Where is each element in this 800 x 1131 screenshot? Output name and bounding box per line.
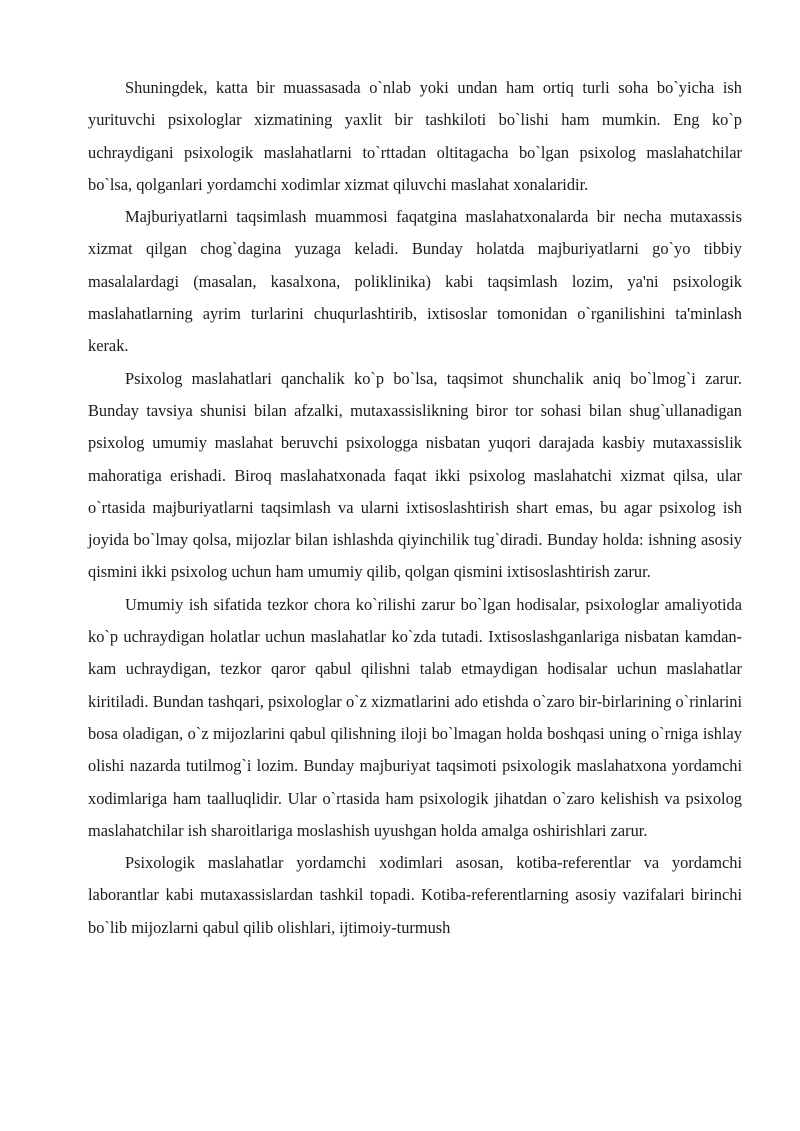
paragraph: Psixologik maslahatlar yordamchi xodimlari asosan, kotiba-referentlar va yordamchi laborantlar kabi mutaxassislardan tashkil topadi. Kotiba-referentlarning asosiy vazifalari birinchi bo`lib mijozlarni qabul qilib olishlari, ijtimoiy-turmush — [88, 853, 742, 937]
paragraph: Psixolog maslahatlari qanchalik ko`p bo`lsa, taqsimot shunchalik aniq bo`lmog`i zarur. Bunday tavsiya shunisi bilan afzalki, mutaxassislikning biror tor sohasi bilan shug`ullanadigan psixolog umumiy maslahat beruvchi psixologga nisbatan yuqori darajada kasbiy mutaxassislik mahoratiga erishadi. Biroq maslahatxonada faqat ikki psixolog maslahatchi xizmat qilsa, ular o`rtasida majburiyatlarni taqsimlash va ularni ixtisoslashtirish shart emas, bu agar psixolog ish joyida bo`lmay qolsa, mijozlar bilan ishlashda qiyinchilik tug`diradi. Bunday holda: ishning asosiy qismini ikki psixolog uchun ham umumiy qilib, qolgan qismini ixtisoslashtirish zarur. — [88, 368, 742, 582]
document-page — [88, 72, 742, 944]
paragraph: Majburiyatlarni taqsimlash muammosi faqatgina maslahatxonalarda bir necha mutaxassis xizmat qilgan chog`dagina yuzaga keladi. Bunday holatda majburiyatlarni go`yo tibbiy masalalardagi (masalan, kasalxona, poliklinika) kabi taqsimlash lozim, ya'ni psixologik maslahatlarning ayrim turlarini chuqurlashtirib, ixtisoslar tomonidan o`rganilishini ta'minlash kerak. — [88, 207, 742, 356]
paragraph: Umumiy ish sifatida tezkor chora ko`rilishi zarur bo`lgan hodisalar, psixologlar amaliyotida ko`p uchraydigan holatlar uchun maslahatlar ko`zda tutadi. Ixtisoslashganlariga nisbatan kamdan-kam uchraydigan, tezkor qaror qabul qilishni talab etmaydigan hodisalar uchun maslahatlar kiritiladi. Bundan tashqari, psixologlar o`z xizmatlarini ado etishda o`zaro bir-birlarining o`rinlarini bosa oladigan, o`z mijozlarini qabul qilishning iloji bo`lmagan holda boshqasi uning o`rniga ishlay olishi nazarda tutilmog`i lozim. Bunday majburiyat taqsimoti psixologik maslahatxona yordamchi xodimlariga ham taalluqlidir. Ular o`rtasida ham psixologik jihatdan o`zaro kelishish va psixolog maslahatchilar ish sharoitlariga moslashish uyushgan holda amalga oshirishlari zarur. — [88, 594, 742, 840]
paragraph: Shuningdek, katta bir muassasada o`nlab yoki undan ham ortiq turli soha bo`yicha ish yurituvchi psixologlar xizmatining yaxlit bir tashkiloti bo`lishi ham mumkin. Eng ko`p uchraydigani psixologik maslahatlarni to`rttadan oltitagacha bo`lgan psixolog maslahatchilar bo`lsa, qolganlari yordamchi xodimlar xizmat qiluvchi maslahat xonalaridir. — [88, 78, 742, 194]
